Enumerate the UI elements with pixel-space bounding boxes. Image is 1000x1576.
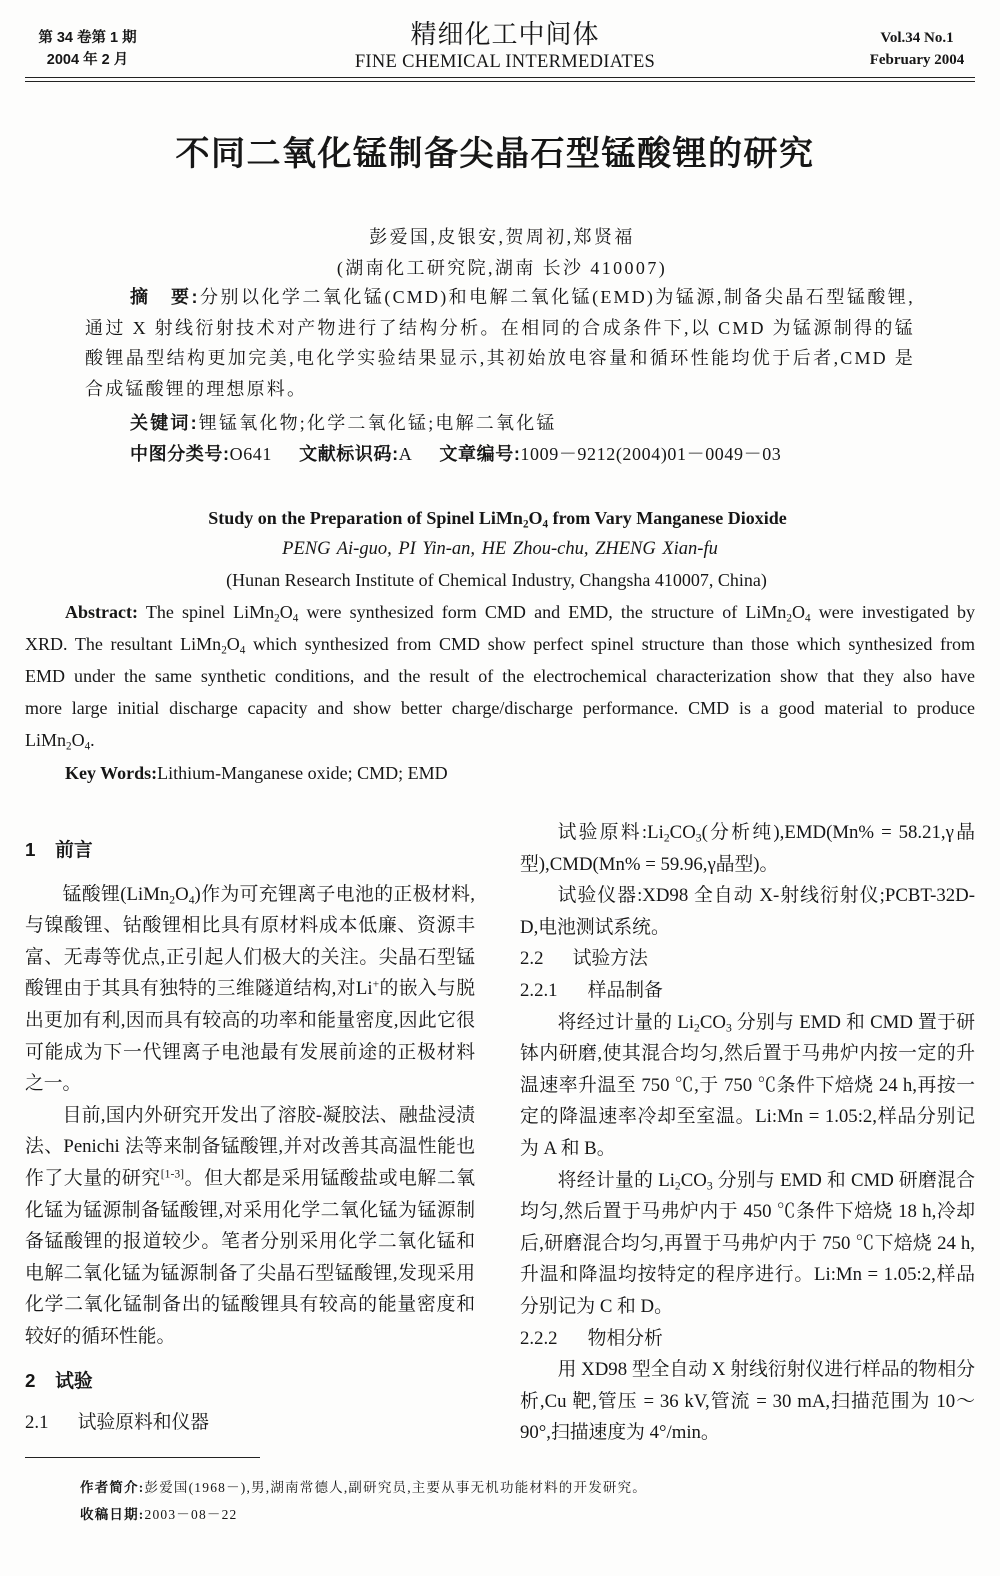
footnote-received-date xyxy=(80,1501,970,1528)
abstract-en-text: The spinel $LiMn_2O_4$ were synthesized form CMD and EMD, the structure of $LiMn_2O_4$ were investigated by XRD. The resultant $LiMn_2O_4$ which synthesized from CMD show perfect spinel structure than those which synthesized from EMD under the same synthetic conditions, and the result of the electrochemical characterization show that they also have more large initial discharge capacity and show better charge/discharge performance. CMD is a good material to produce $LiMn_2O_4$. xyxy=(25,602,975,753)
paragraph: 将经过计量的 $Li_2CO_3$ 分别与 EMD 和 CMD 置于研钵内研磨,使其混合均匀,然后置于马弗炉内按一定的升温速率升温至 750 ℃,于 750 ℃条件下焙烧 24 h,再按一定的降温速率冷却至室温。Li:Mn = 1.05:2,样品分别记为 A 和 B。 xyxy=(520,1011,975,1159)
subsubsection-number: 2.2.2 xyxy=(520,1327,558,1349)
authors-en: PENG Ai-guo, PI Yin-an, HE Zhou-chu, ZHENG Xian-fu xyxy=(282,539,718,559)
subsection-number: 2.2 xyxy=(520,948,544,970)
article-title-cn: 不同二氧化锰制备尖晶石型锰酸锂的研究 xyxy=(175,136,815,173)
section-heading xyxy=(25,1365,475,1397)
article-number-value: 1009－9212(2004)01－0049－03 xyxy=(520,444,782,464)
article-title-en: Study on the Preparation of Spinel $LiMn_2O_4$ from Vary Manganese Dioxide xyxy=(208,508,787,531)
clc-value: O641 xyxy=(229,444,272,464)
body-column-right xyxy=(520,817,975,1449)
section-heading xyxy=(25,834,475,866)
publication-date-en: February 2004 xyxy=(869,52,965,68)
section-number: 1 xyxy=(25,839,36,860)
journal-name-en: FINE CHEMICAL INTERMEDIATES xyxy=(354,52,656,72)
keywords-en-text: Lithium-Manganese oxide; CMD; EMD xyxy=(157,763,448,783)
subsubsection-title: 物相分析 xyxy=(587,1327,663,1349)
footnote-label: 收稿日期: xyxy=(80,1507,145,1522)
affiliation-en: (Hunan Research Institute of Chemical Industry, Changsha 410007, China) xyxy=(226,570,767,590)
subsection-heading xyxy=(520,943,975,975)
clc-number xyxy=(130,444,272,464)
paragraph: 用 XD98 型全自动 X 射线衍射仪进行样品的物相分析,Cu 靶,管压 = 36 kV,管流 = 30 mA,扫描范围为 10～90°,扫描速度为 4°/min。 xyxy=(520,1359,975,1444)
keywords-cn xyxy=(130,408,930,439)
journal-name xyxy=(300,18,710,73)
subsubsection-title: 样品制备 xyxy=(587,979,663,1001)
abstract-en xyxy=(25,596,975,756)
subsection-heading xyxy=(25,1407,475,1439)
subsubsection-heading xyxy=(520,1323,975,1355)
paragraph: 锰酸锂$(LiMn_2O_4)$作为可充锂离子电池的正极材料,与镍酸锂、钴酸锂相比具有原材料成本低廉、资源丰富、无毒等优点,正引起人们极大的关注。尖晶石型锰酸锂由于其具有独特的三维隧道结构,对Li+的嵌入与脱出更加有利,因而具有较高的功率和能量密度,因此它很可能成为下一代锂离子电池最有发展前途的正极材料之一。 xyxy=(25,883,476,1095)
section-title: 前言 xyxy=(55,839,93,860)
authors-cn: 彭爱国,皮银安,贺周初,郑贤福 xyxy=(369,227,635,247)
paragraph: 试验原料$:Li_2CO_3$(分析纯),EMD(Mn% = 58.21,γ晶型),CMD(Mn% = 59.96,γ晶型)。 xyxy=(520,822,975,875)
footnote-rule xyxy=(25,1457,260,1458)
clc-label: 中图分类号: xyxy=(130,444,230,464)
document-code xyxy=(299,444,412,464)
article-number-label: 文章编号: xyxy=(439,444,521,464)
keywords-cn-label: 关键词: xyxy=(130,413,199,433)
abstract-cn xyxy=(85,282,915,404)
body-column-left xyxy=(25,834,475,1439)
volume-issue-cn: 第 34 卷第 1 期 xyxy=(38,30,137,46)
paragraph: 目前,国内外研究开发出了溶胶-凝胶法、融盐浸渍法、Penichi 法等来制备锰酸锂,并对改善其高温性能也作了大量的研究[1-3]。但大都是采用锰酸盐或电解二氧化锰为锰源制备锰酸锂,对采用化学二氧化锰为锰源制备锰酸锂的报道较少。笔者分别采用化学二氧化锰和电解二氧化锰为锰源制备了尖晶石型锰酸锂,发现采用化学二氧化锰制备出的锰酸锂具有较高的能量密度和较好的循环性能。 xyxy=(25,1104,476,1347)
abstract-en-label: Abstract: xyxy=(65,602,138,622)
issue-info-cn xyxy=(20,27,155,71)
document-code-label: 文献标识码: xyxy=(299,444,399,464)
paragraph: 将经计量的 $Li_2CO_3$ 分别与 EMD 和 CMD 研磨混合均匀,然后置于马弗炉内于 450 ℃条件下焙烧 18 h,冷却后,研磨混合均匀,再置于马弗炉内于 750 ℃下焙烧 24 h,升温和降温均按特定的程序进行。Li:Mn = 1.05:2,样品分别记为 C 和 D。 xyxy=(520,1169,975,1317)
publication-date-cn: 2004 年 2 月 xyxy=(46,52,129,68)
subsubsection-number: 2.2.1 xyxy=(520,979,558,1001)
journal-name-cn: 精细化工中间体 xyxy=(410,20,600,49)
classification-line xyxy=(130,439,950,470)
footnote-text: 彭爱国(1968－),男,湖南常德人,副研究员,主要从事无机功能材料的开发研究。 xyxy=(144,1480,647,1495)
abstract-cn-label: 摘 要: xyxy=(130,287,200,307)
keywords-en xyxy=(65,757,965,789)
subsection-number: 2.1 xyxy=(25,1412,49,1434)
subsection-title: 试验方法 xyxy=(572,948,648,970)
abstract-cn-text: 分别以化学二氧化锰(CMD)和电解二氧化锰(EMD)为锰源,制备尖晶石型锰酸锂,通过 X 射线衍射技术对产物进行了结构分析。在相同的合成条件下,以 CMD 为锰源制得的锰酸锂晶型结构更加完美,电化学实验结果显示,其初始放电容量和循环性能均优于后者,CMD 是合成锰酸锂的理想原料。 xyxy=(85,287,915,399)
volume-issue-en: Vol.34 No.1 xyxy=(880,30,954,46)
header-double-rule xyxy=(25,77,975,82)
footnote-text: 2003－08－22 xyxy=(144,1507,238,1522)
footnotes xyxy=(80,1474,970,1528)
section-title: 试验 xyxy=(55,1369,93,1391)
footnote-author-bio xyxy=(80,1474,970,1501)
keywords-cn-text: 锂锰氧化物;化学二氧化锰;电解二氧化锰 xyxy=(198,413,557,433)
subsection-title: 试验原料和仪器 xyxy=(77,1412,210,1434)
article-number xyxy=(439,444,781,464)
section-number: 2 xyxy=(25,1369,36,1391)
keywords-en-label: Key Words: xyxy=(65,763,158,783)
issue-info-en xyxy=(852,27,982,71)
footnote-label: 作者简介: xyxy=(80,1480,145,1495)
subsubsection-heading xyxy=(520,975,975,1007)
document-code-value: A xyxy=(398,444,413,464)
affiliation-cn: (湖南化工研究院,湖南 长沙 410007) xyxy=(336,258,668,278)
paragraph: 试验仪器:XD98 全自动 X-射线衍射仪;PCBT-32D-D,电池测试系统。 xyxy=(520,885,975,938)
